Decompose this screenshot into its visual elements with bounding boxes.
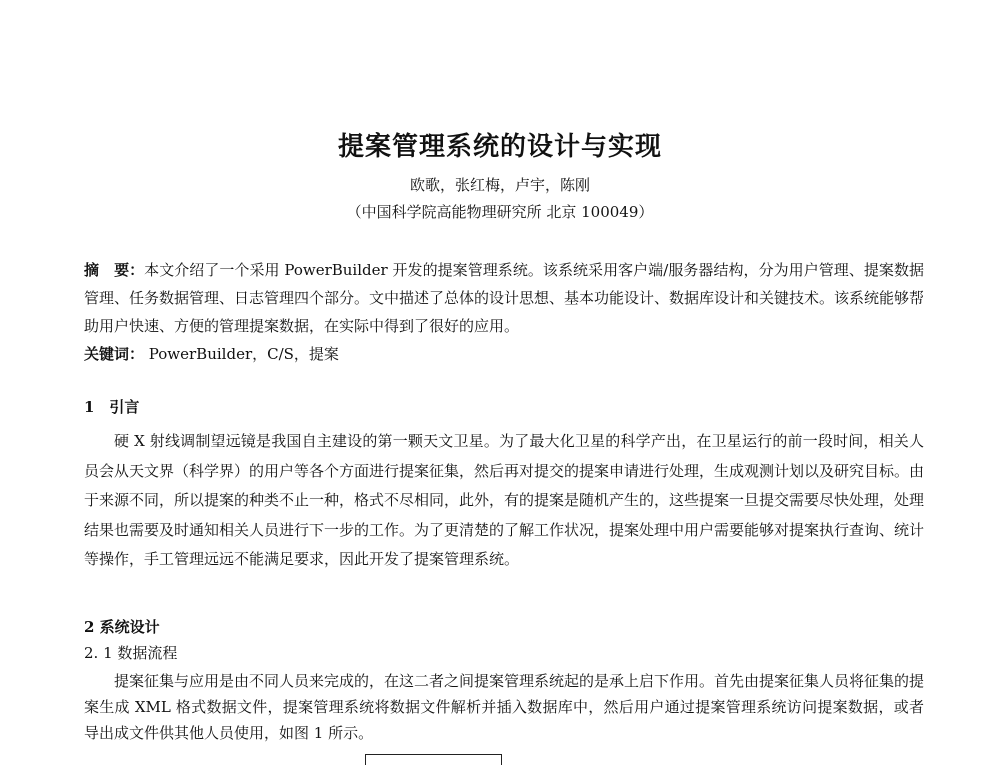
keywords-text: PowerBuilder，C/S，提案 bbox=[144, 345, 339, 363]
abstract-label: 摘 要： bbox=[84, 261, 145, 279]
section-1-heading: 1 引言 bbox=[84, 398, 140, 416]
author-list: 欧歌，张红梅，卢宇，陈刚 bbox=[409, 176, 590, 194]
keywords-label: 关键词： bbox=[84, 345, 145, 363]
paper-title: 提案管理系统的设计与实现 bbox=[337, 132, 662, 162]
affiliation: （中国科学院高能物理研究所 北京 100049） bbox=[346, 203, 654, 221]
section-2-1-paragraph: 提案征集与应用是由不同人员来完成的，在这二者之间提案管理系统起的是承上启下作用。首先由提案征集人员将征集的提案生成 XML 格式数据文件，提案管理系统将数据文件解析并插入数据库中，然后用户通过提案管理系统访问提案数据，或者导出成文件供其他人员使用，如图 1 所示。 bbox=[84, 672, 925, 742]
section-1-paragraph: 硬 X 射线调制望远镜是我国自主建设的第一颗天文卫星。为了最大化卫星的科学产出，在卫星运行的前一段时间，相关人员会从天文界（科学界）的用户等各个方面进行提案征集，然后再对提交的提案申请进行处理，生成观测计划以及研究目标。由于来源不同，所以提案的种类不止一种，格式不尽相同，此外，有的提案是随机产生的，这些提案一旦提交需要尽快处理，处理结果也需要及时通知相关人员进行下一步的工作。为了更清楚的了解工作状况，提案处理中用户需要能够对提案执行查询、统计等操作，手工管理远远不能满足要求，因此开发了提案管理系统。 bbox=[84, 432, 925, 568]
section-2-heading: 2 系统设计 bbox=[84, 618, 160, 636]
abstract bbox=[84, 256, 924, 340]
abstract-text: 本文介绍了一个采用 PowerBuilder 开发的提案管理系统。该系统采用客户端/服务器结构，分为用户管理、提案数据管理、任务数据管理、日志管理四个部分。文中描述了总体的设计思想、基本功能设计、数据库设计和关键技术。该系统能够帮助用户快速、方便的管理提案数据，在实际中得到了很好的应用。 bbox=[84, 261, 925, 335]
subsection-2-1-heading: 2. 1 数据流程 bbox=[84, 644, 178, 662]
keywords bbox=[84, 340, 924, 368]
